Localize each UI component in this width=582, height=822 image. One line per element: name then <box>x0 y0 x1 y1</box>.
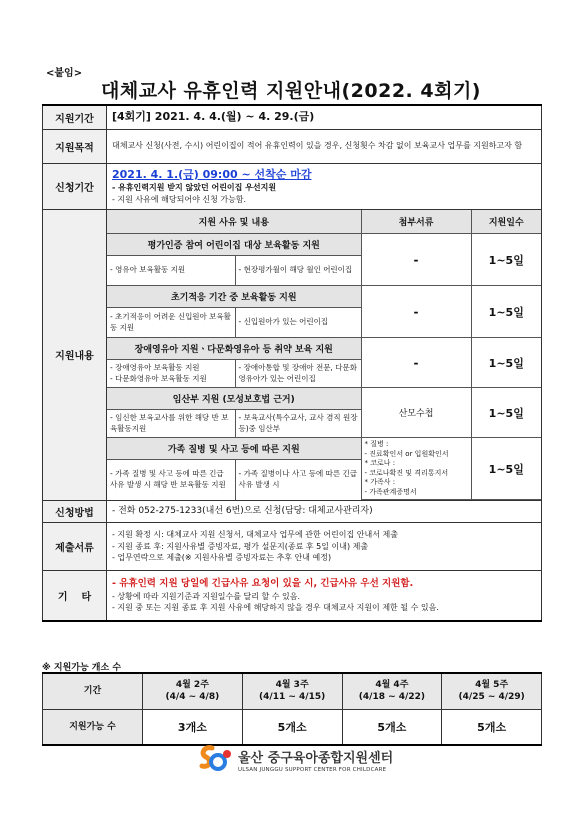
support-row-title: 초기적응 기간 중 보육활동 지원 <box>107 286 361 308</box>
week-label: 4월 5주 <box>475 680 509 691</box>
availability-period-header: 기간 <box>43 673 143 709</box>
support-row-docs: 산모수첩 <box>361 388 471 438</box>
support-row-days: 1~5일 <box>471 286 541 338</box>
week-range: (4/11 ~ 4/15) <box>259 692 326 703</box>
support-table <box>107 210 541 501</box>
availability-label: ※ 지원가능 개소 수 <box>42 663 122 673</box>
purpose-label: 지원목적 <box>43 129 107 163</box>
support-row-docs: - <box>361 286 471 338</box>
docs-item: - 가족관계증명서 <box>364 487 417 496</box>
week-label: 4월 4주 <box>375 680 409 691</box>
method-label: 신청방법 <box>43 501 107 523</box>
period-label: 지원기간 <box>43 105 107 129</box>
support-row-criteria: - 장애아통합 및 장애아 전문, 다문화 영유아가 있는 어린이집 <box>235 360 361 388</box>
etc-label: 기 타 <box>43 571 107 621</box>
apply-note-eligibility: - 지원 사유에 해당되어야 신청 가능함. <box>112 195 247 205</box>
availability-count-header: 지원가능 수 <box>43 709 143 745</box>
etc-line: - 상황에 따라 지원기준과 지원일수를 달리 할 수 있음. <box>112 591 301 601</box>
availability-count: 3개소 <box>143 709 243 745</box>
support-row-title: 평가인증 참여 어린이집 대상 보육활동 지원 <box>107 234 361 256</box>
support-row-title: 임산부 지원 (모성보호법 근거) <box>107 388 361 410</box>
support-row-criteria: - 가족 질병이나 사고 등에 따른 긴급 사유 발생 시 <box>235 460 361 500</box>
week-range: (4/25 ~ 4/29) <box>458 692 525 703</box>
info-table <box>42 104 542 622</box>
week-label: 4월 2주 <box>175 680 209 691</box>
docs-item: * 가족사 : <box>364 478 396 487</box>
week-label: 4월 3주 <box>275 680 309 691</box>
submit-line: - 업무연락으로 제출(※ 지원사유별 증빙자료는 추후 안내 예정) <box>112 553 332 563</box>
docs-item: - 코로나확진 및 격리통지서 <box>364 468 449 477</box>
availability-count: 5개소 <box>442 709 542 745</box>
submit-line: - 지원 확정 시: 대체교사 지원 신청서, 대체교사 업무에 관한 어린이집 안내서 제출 <box>112 530 398 540</box>
support-row-days: 1~5일 <box>471 438 541 500</box>
support-label: 지원내용 <box>43 209 107 501</box>
docs-item: - 진료확인서 or 입원확인서 <box>364 449 449 458</box>
submit-label: 제출서류 <box>43 523 107 571</box>
method-value: - 전화 052-275-1233(내선 6번)으로 신청(담당: 대체교사관리자) <box>107 501 542 523</box>
purpose-value: 대체교사 신청(사전, 수시) 어린이집이 적어 유휴인력이 있을 경우, 신청횟수 차감 없이 보육교사 업무를 지원하고자 함 <box>107 129 542 163</box>
availability-week <box>342 673 442 709</box>
docs-item: * 코로나 : <box>364 459 396 468</box>
annex-label: <붙임> <box>46 68 83 79</box>
support-row-docs: - <box>361 234 471 286</box>
apply-note-priority: - 유휴인력지원 받지 않았던 어린이집 우선지원 <box>112 183 277 193</box>
docs-item: * 질병 : <box>364 440 389 449</box>
availability-week <box>442 673 542 709</box>
availability-table <box>42 672 542 746</box>
support-header-reason: 지원 사유 및 내용 <box>107 210 361 234</box>
support-row-reason: - 초기적응이 어려운 신입원아 보육활동 지원 <box>107 308 235 338</box>
week-range: (4/18 ~ 4/22) <box>358 692 425 703</box>
support-row-days: 1~5일 <box>471 388 541 438</box>
availability-week <box>242 673 342 709</box>
apply-period-date: 2021. 4. 1.(금) 09:00 ~ 선착순 마감 <box>112 167 312 181</box>
support-header-days: 지원일수 <box>471 210 541 234</box>
page-title: 대체교사 유휴인력 지원안내(2022. 4회기) <box>101 80 481 102</box>
center-logo-icon <box>196 742 234 778</box>
org-name: 울산 중구육아종합지원센터 <box>238 751 394 766</box>
period-value: [4회기] 2021. 4. 4.(월) ~ 4. 29.(금) <box>107 105 542 129</box>
support-row-reason: - 임신한 보육교사를 위한 해당 반 보육활동지원 <box>107 410 235 438</box>
support-row-title: 장애영유아 지원ㆍ다문화영유아 등 취약 보육 지원 <box>107 338 361 360</box>
support-row-criteria: - 보육교사(특수교사, 교사 겸직 원장 등)중 임산부 <box>235 410 361 438</box>
support-row-title: 가족 질병 및 사고 등에 따른 지원 <box>107 438 361 460</box>
footer <box>196 742 393 778</box>
support-row-reason: - 가족 질병 및 사고 등에 따른 긴급 사유 발생 시 해당 반 보육활동 지원 <box>107 460 235 500</box>
org-sub: ULSAN JUNGGU SUPPORT CENTER FOR CHILDCARE <box>238 767 387 773</box>
support-row-criteria: - 현장평가월이 해당 월인 어린이집 <box>235 256 361 286</box>
support-row-criteria: - 신입원아가 있는 어린이집 <box>235 308 361 338</box>
etc-highlight: - 유휴인력 지원 당일에 긴급사유 요청이 있을 시, 긴급사유 우선 지원함. <box>112 577 414 589</box>
apply-period-label: 신청기간 <box>43 163 107 209</box>
support-row-days: 1~5일 <box>471 234 541 286</box>
etc-line: - 지원 중 또는 지원 종료 후 지원 사유에 해당하지 않을 경우 대체교사 지원이 제한 될 수 있음. <box>112 603 439 613</box>
support-header-docs: 첨부서류 <box>361 210 471 234</box>
availability-count: 5개소 <box>342 709 442 745</box>
submit-line: - 지원 종료 후: 지원사유별 증빙자료, 평가 설문지(종료 후 5일 이내) 제출 <box>112 541 369 551</box>
support-row-reason: - 장애영유아 보육활동 지원 - 다문화영유아 보육활동 지원 <box>107 360 235 388</box>
support-row-docs-list <box>361 438 471 500</box>
support-row-reason: - 영유아 보육활동 지원 <box>107 256 235 286</box>
support-row-days: 1~5일 <box>471 338 541 388</box>
week-range: (4/4 ~ 4/8) <box>165 692 220 703</box>
availability-week <box>143 673 243 709</box>
support-row-docs: - <box>361 338 471 388</box>
availability-count: 5개소 <box>242 709 342 745</box>
